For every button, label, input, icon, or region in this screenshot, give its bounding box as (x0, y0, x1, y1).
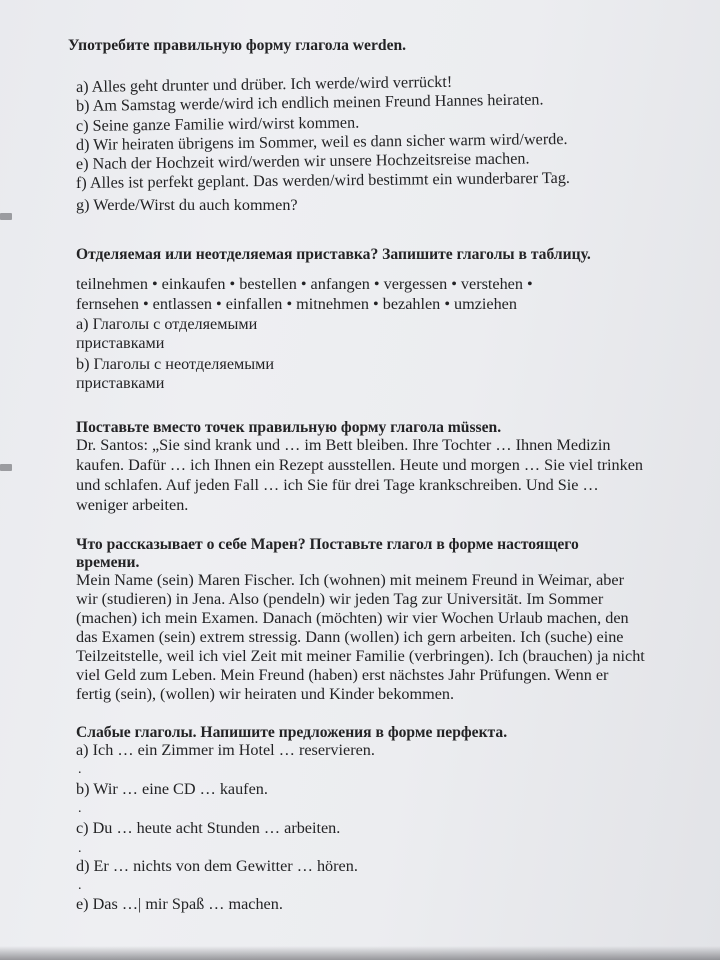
exercise-item: a) Ich … ein Zimmer im Hotel … reservieren. (76, 741, 375, 759)
exercise-item: c) Du … heute acht Stunden … arbeiten. (76, 819, 341, 837)
answer-separator: . (78, 878, 82, 893)
exercise-item: d) Wir heiraten übrigens im Sommer, weil es dann sicher warm wird/werde. (75, 129, 568, 154)
text-line: Teilzeitstelle, weil ich viel Zeit mit meiner Familie (verbringen). Ich (brauchen) ja nicht (76, 647, 645, 665)
verb-list-line: teilnehmen • einkaufen • bestellen • anfangen • vergessen • verstehen • (76, 275, 533, 293)
text-line: fertig (sein), (wollen) wir heiraten und Kinder bekommen. (76, 685, 455, 703)
verb-list-line: fernsehen • entlassen • einfallen • mitnehmen • bezahlen • umziehen (76, 295, 517, 313)
section-5-heading: Слабые глаголы. Напишите предложения в форме перфекта. (76, 724, 508, 741)
exercise-item: a) Alles geht drunter und drüber. Ich werde/wird verrückt! (75, 72, 453, 96)
section-4-heading: времени. (76, 554, 140, 571)
table-label: b) Глаголы с неотделяемыми (76, 355, 275, 373)
exercise-item: b) Wir … eine CD … kaufen. (76, 780, 268, 798)
section-3-heading: Поставьте вместо точек правильную форму глагола müssen. (76, 419, 502, 436)
text-line: Mein Name (sein) Maren Fischer. Ich (wohnen) mit meinem Freund in Weimar, aber (76, 571, 624, 589)
page-edge-shadow (0, 946, 720, 960)
table-label: приставками (76, 334, 165, 352)
table-label: a) Глаголы с отделяемыми (76, 315, 258, 333)
answer-separator: . (78, 801, 82, 816)
binder-hole-mark (0, 213, 12, 220)
exercise-item: b) Am Samstag werde/wird ich endlich meinen Freund Hannes heiraten. (75, 90, 544, 115)
text-line: Dr. Santos: „Sie sind krank und … im Bett bleiben. Ihre Tochter … Ihnen Medizin (76, 436, 611, 454)
exercise-item: c) Seine ganze Familie wird/wirst kommen. (75, 113, 360, 135)
section-4-heading: Что рассказывает о себе Марен? Поставьте глагол в форме настоящего (76, 536, 579, 553)
table-label: приставками (76, 374, 165, 392)
text-line: weniger arbeiten. (76, 496, 189, 514)
answer-separator: . (78, 762, 82, 777)
text-line: das Examen (sein) extrem stressig. Dann (wollen) ich gern arbeiten. Ich (suche) eine (76, 628, 624, 646)
exercise-item: e) Nach der Hochzeit wird/werden wir unsere Hochzeitsreise machen. (75, 149, 530, 173)
exercise-item: f) Alles ist perfekt geplant. Das werden/wird bestimmt ein wunderbarer Tag. (75, 168, 571, 192)
text-line: und schlafen. Auf jeden Fall … ich Sie für drei Tage krankschreiben. Und Sie … (76, 476, 599, 494)
text-line: wir (studieren) in Jena. Also (pendeln) wir jeden Tag zur Universität. Im Sommer (76, 590, 604, 608)
text-line: viel Geld zum Leben. Mein Freund (haben) erst nächstes Jahr Prüfungen. Wenn er (76, 666, 609, 684)
section-1-heading: Употребите правильную форму глагола werden. (68, 37, 407, 54)
exercise-item: d) Er … nichts von dem Gewitter … hören. (76, 857, 358, 875)
exercise-item: e) Das …| mir Spaß … machen. (76, 895, 283, 913)
section-2-heading: Отделяемая или неотделяемая приставка? Запишите глаголы в таблицу. (76, 246, 591, 263)
text-line: kaufen. Dafür … ich Ihnen ein Rezept ausstellen. Heute und morgen … Sie viel trinken (76, 456, 643, 474)
text-line: (machen) ich mein Examen. Danach (möchten) wir vier Wochen Urlaub machen, den (76, 609, 629, 627)
binder-hole-mark (0, 464, 12, 471)
answer-separator: . (78, 841, 82, 856)
exercise-item: g) Werde/Wirst du auch kommen? (76, 196, 298, 214)
